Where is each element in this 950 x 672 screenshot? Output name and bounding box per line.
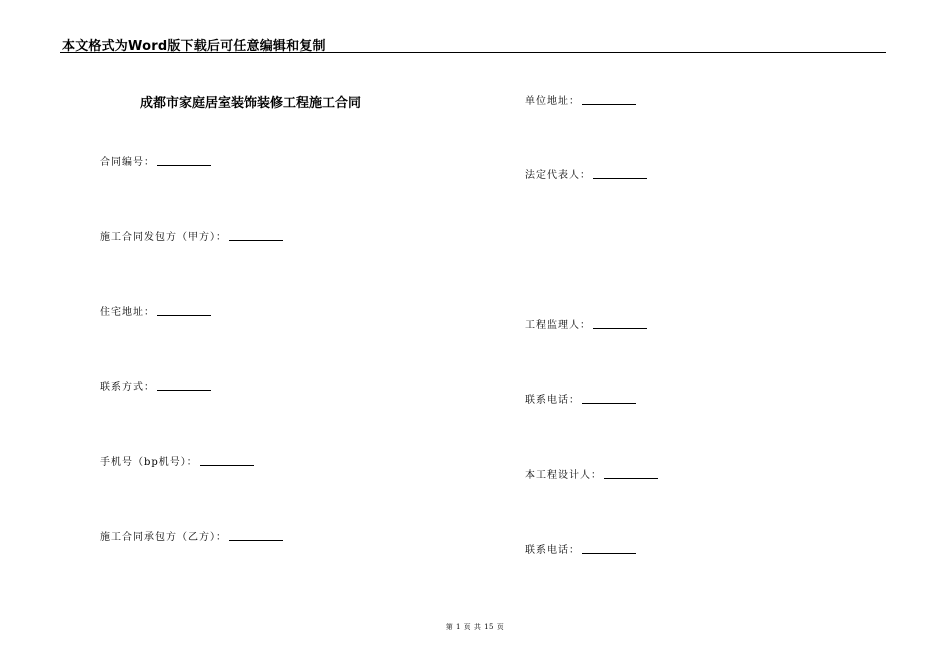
field-contact-method <box>100 380 211 394</box>
field-label: 联系方式： <box>100 382 155 393</box>
blank-line <box>229 530 283 541</box>
field-label: 联系电话： <box>525 545 580 556</box>
field-label: 法定代表人： <box>525 170 591 181</box>
blank-line <box>200 455 254 466</box>
blank-line <box>157 155 211 166</box>
field-label: 本工程设计人： <box>525 470 602 481</box>
page-header: 本文格式为Word版下载后可任意编辑和复制 <box>62 39 326 54</box>
field-label: 单位地址： <box>525 96 580 107</box>
blank-line <box>582 393 636 404</box>
page-number-footer: 第 1 页 共 15 页 <box>445 623 505 631</box>
field-contract-number <box>100 155 211 169</box>
field-label: 联系电话： <box>525 395 580 406</box>
field-label: 合同编号： <box>100 157 155 168</box>
field-project-supervisor <box>525 318 647 332</box>
field-party-b <box>100 530 283 544</box>
blank-line <box>157 305 211 316</box>
blank-line <box>157 380 211 391</box>
field-project-designer <box>525 468 658 482</box>
field-contact-phone <box>525 393 636 407</box>
field-label: 施工合同承包方（乙方）： <box>100 532 227 543</box>
field-label: 住宅地址： <box>100 307 155 318</box>
blank-line <box>593 318 647 329</box>
field-legal-representative <box>525 168 647 182</box>
field-label: 手机号（bp机号）： <box>100 457 198 468</box>
field-party-a <box>100 230 283 244</box>
field-mobile-number <box>100 455 254 469</box>
field-unit-address <box>525 94 636 108</box>
blank-line <box>229 230 283 241</box>
field-label: 工程监理人： <box>525 320 591 331</box>
field-label: 施工合同发包方（甲方）： <box>100 232 227 243</box>
field-contact-phone-2 <box>525 543 636 557</box>
document-title: 成都市家庭居室装饰装修工程施工合同 <box>140 96 362 111</box>
field-residence-address <box>100 305 211 319</box>
blank-line <box>604 468 658 479</box>
blank-line <box>582 543 636 554</box>
blank-line <box>582 94 636 105</box>
blank-line <box>593 168 647 179</box>
header-divider <box>60 52 886 53</box>
